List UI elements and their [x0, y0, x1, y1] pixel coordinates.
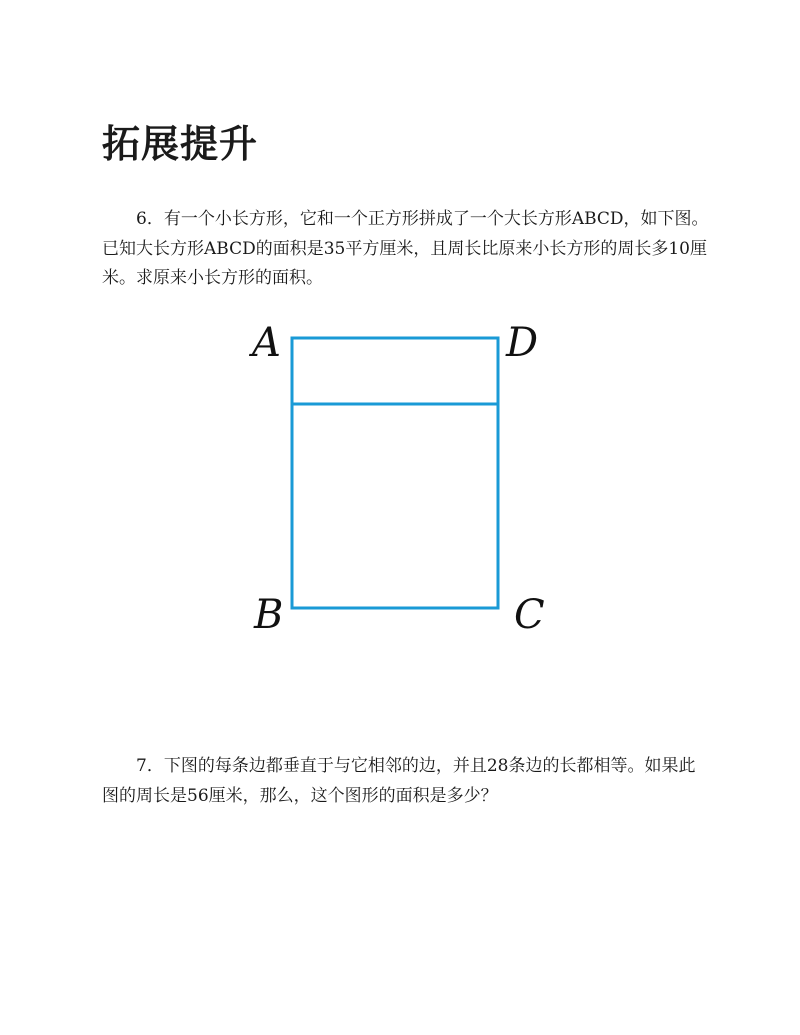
section-title: 拓展提升 — [102, 122, 259, 166]
problem-7-text: 下图的每条边都垂直于与它相邻的边，并且28条边的长都相等。如果此图的周长是56厘米，那么，这个图形的面积是多少？ — [102, 756, 696, 806]
vertex-label-c: C — [514, 592, 545, 638]
problem-7-number: 7． — [136, 756, 164, 776]
large-rectangle-abcd — [292, 338, 498, 608]
problem-6 — [102, 205, 712, 294]
rectangle-diagram — [240, 310, 570, 650]
vertex-label-d: D — [506, 320, 539, 366]
problem-6-text: 有一个小长方形，它和一个正方形拼成了一个大长方形ABCD，如下图。已知大长方形ABCD的面积是35平方厘米，且周长比原来小长方形的周长多10厘米。求原来小长方形的面积。 — [102, 209, 709, 288]
problem-6-number: 6． — [136, 209, 164, 229]
vertex-label-b: B — [254, 592, 284, 638]
rectangle-figure — [240, 310, 570, 650]
vertex-label-a: A — [252, 320, 281, 366]
problem-7 — [102, 752, 712, 811]
